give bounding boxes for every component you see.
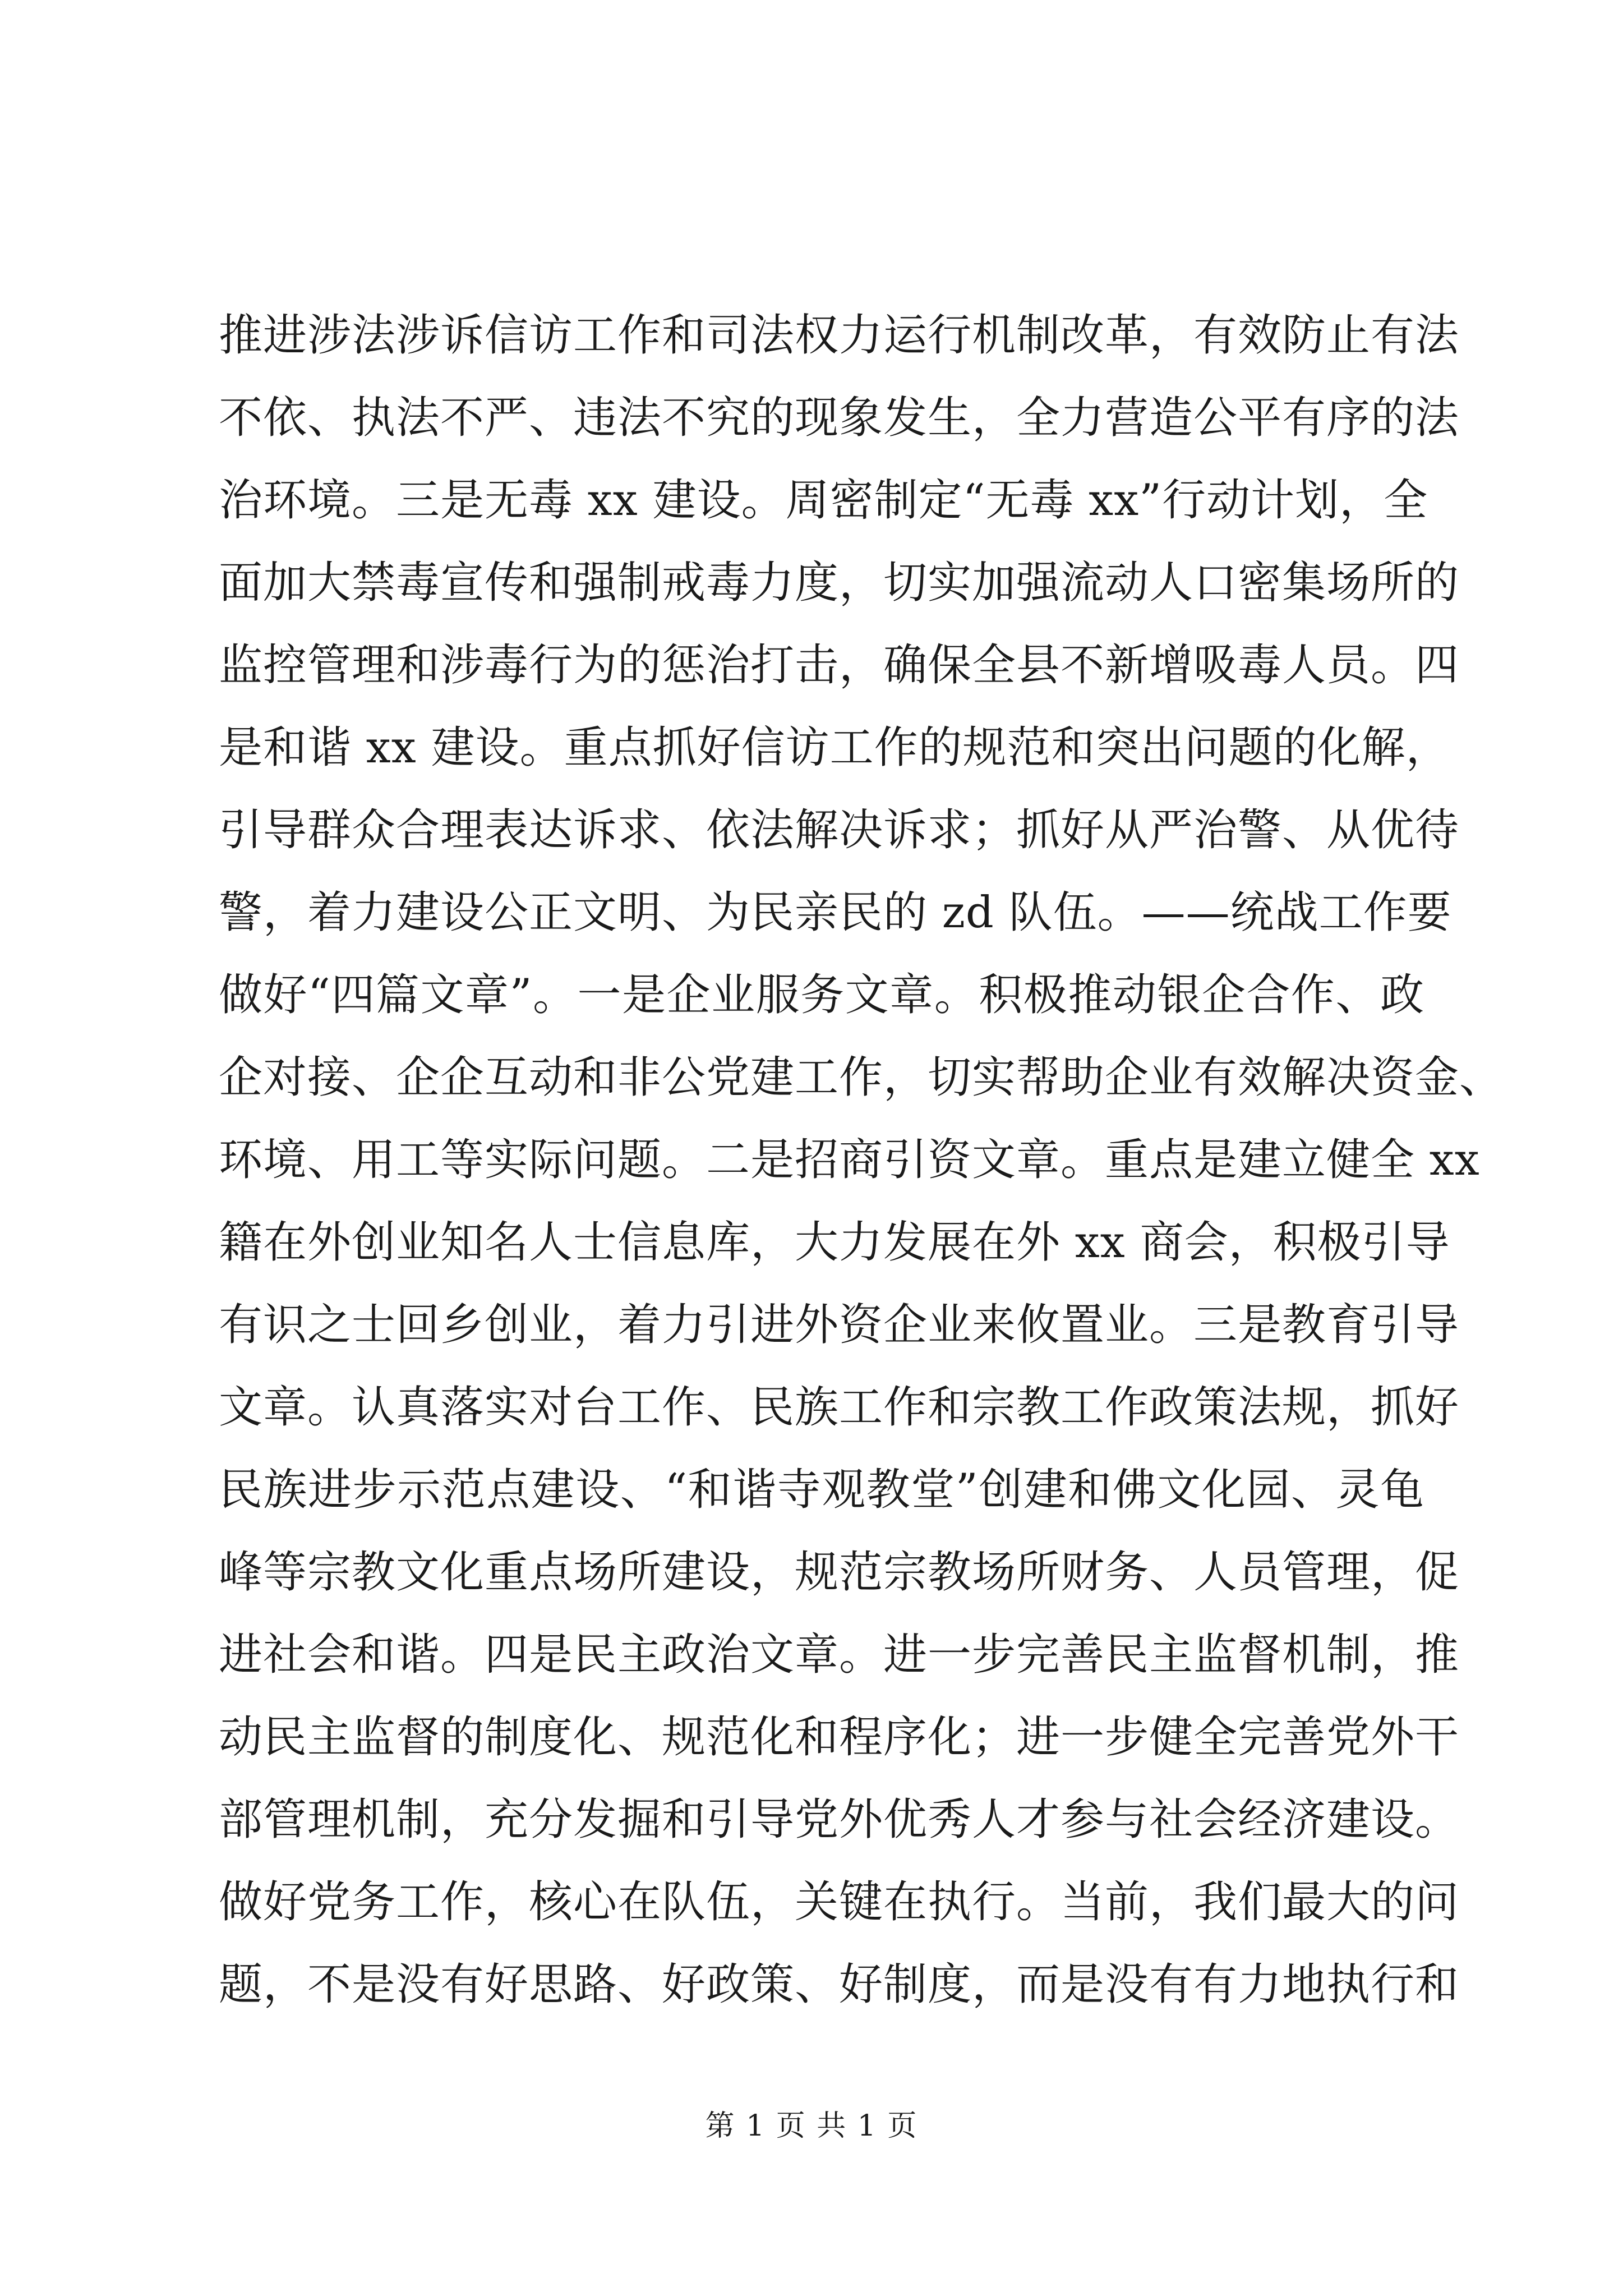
page-footer <box>0 2109 1623 2143</box>
text-line: 引导群众合理表达诉求、依法解决诉求；抓好从严治警、从优待 <box>219 805 1460 855</box>
text-line: 籍在外创业知名人士信息库，大力发展在外 xx 商会，积极引导 <box>219 1217 1450 1268</box>
text-line: 有识之士回乡创业，着力引进外资企业来攸置业。三是教育引导 <box>219 1300 1460 1350</box>
text-line: 部管理机制，充分发掘和引导党外优秀人才参与社会经济建设。 <box>219 1795 1460 1845</box>
text-line: 题，不是没有好思路、好政策、好制度，而是没有有力地执行和 <box>219 1959 1460 2010</box>
text-line: 警，着力建设公正文明、为民亲民的 zd 队伍。——统战工作要 <box>219 887 1452 938</box>
text-line: 环境、用工等实际问题。二是招商引资文章。重点是建立健全 xx <box>219 1135 1480 1185</box>
text-line: 做好“四篇文章”。一是企业服务文章。积极推动银企合作、政 <box>219 970 1424 1020</box>
text-line: 动民主监督的制度化、规范化和程序化；进一步健全完善党外干 <box>219 1712 1460 1763</box>
text-line: 监控管理和涉毒行为的惩治打击，确保全县不新增吸毒人员。四 <box>219 640 1460 691</box>
body-text <box>219 295 1504 2026</box>
text-line: 民族进步示范点建设、“和谐寺观教堂”创建和佛文化园、灵龟 <box>219 1465 1424 1515</box>
page-number-label: 第 1 页 共 1 页 <box>705 2109 918 2143</box>
text-line: 不依、执法不严、违法不究的现象发生，全力营造公平有序的法 <box>219 393 1460 443</box>
text-line: 是和谐 xx 建设。重点抓好信访工作的规范和突出问题的化解， <box>219 723 1450 773</box>
text-line: 企对接、企企互动和非公党建工作，切实帮助企业有效解决资金、 <box>219 1052 1504 1103</box>
text-line: 做好党务工作，核心在队伍，关键在执行。当前，我们最大的问 <box>219 1877 1460 1927</box>
text-line: 治环境。三是无毒 xx 建设。周密制定“无毒 xx”行动计划，全 <box>219 475 1428 526</box>
text-line: 峰等宗教文化重点场所建设，规范宗教场所财务、人员管理，促 <box>219 1547 1460 1598</box>
text-line: 面加大禁毒宣传和强制戒毒力度，切实加强流动人口密集场所的 <box>219 558 1460 608</box>
text-line: 推进涉法涉诉信访工作和司法权力运行机制改革，有效防止有法 <box>219 310 1460 361</box>
text-line: 文章。认真落实对台工作、民族工作和宗教工作政策法规，抓好 <box>219 1382 1460 1433</box>
text-line: 进社会和谐。四是民主政治文章。进一步完善民主监督机制，推 <box>219 1630 1460 1680</box>
